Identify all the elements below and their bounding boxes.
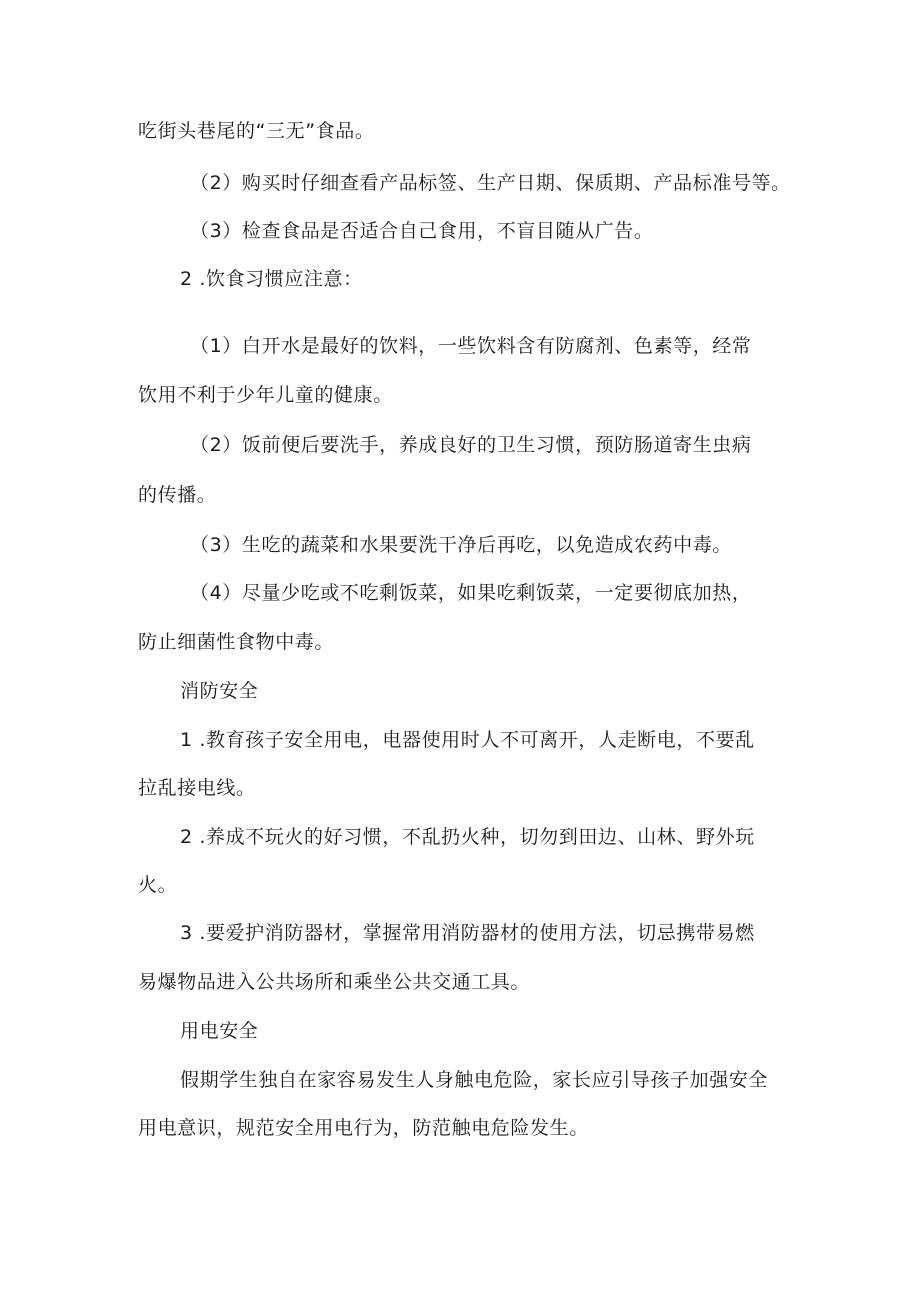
paragraph-line: 火。 [138,874,178,896]
paragraph-line: （2）饭前便后要洗手，养成良好的卫生习惯，预防肠道寄生虫病 [190,434,752,456]
paragraph-line: （3）检查食品是否适合自己食用，不盲目随从广告。 [190,220,654,242]
paragraph-line: 的传播。 [138,484,217,506]
paragraph-line: 假期学生独自在家容易发生人身触电危险，家长应引导孩子加强安全 [180,1069,769,1091]
paragraph-line: 饮用不利于少年儿童的健康。 [138,384,393,406]
paragraph-line: （4）尽量少吃或不吃剩饭菜，如果吃剩饭菜，一定要彻底加热， [190,582,752,604]
paragraph-line: 拉乱接电线。 [138,777,256,799]
paragraph-line: 吃街头巷尾的“三无”食品。 [138,120,375,142]
paragraph-line: （2）购买时仔细查看产品标签、生产日期、保质期、产品标准号等。 [190,172,791,194]
section-heading-fire-safety: 消防安全 [180,680,259,702]
paragraph-line: 易爆物品进入公共场所和乘坐公共交通工具。 [138,971,531,993]
paragraph-line: 3 .要爱护消防器材，掌握常用消防器材的使用方法，切忌携带易燃 [180,922,755,944]
paragraph-line: 1 .教育孩子安全用电，电器使用时人不可离开，人走断电，不要乱 [180,729,755,751]
paragraph-line: 防止细菌性食物中毒。 [138,631,335,653]
list-heading: 2 .饮食习惯应注意： [180,268,363,290]
paragraph-line: 用电意识，规范安全用电行为，防范触电危险发生。 [138,1117,589,1139]
paragraph-line: （1）白开水是最好的饮料，一些饮料含有防腐剂、色素等，经常 [190,335,752,357]
paragraph-line: （3）生吃的蔬菜和水果要洗干净后再吃，以免造成农药中毒。 [190,534,732,556]
section-heading-electrical-safety: 用电安全 [180,1020,259,1042]
paragraph-line: 2 .养成不玩火的好习惯，不乱扔火种，切勿到田边、山林、野外玩 [180,826,755,848]
